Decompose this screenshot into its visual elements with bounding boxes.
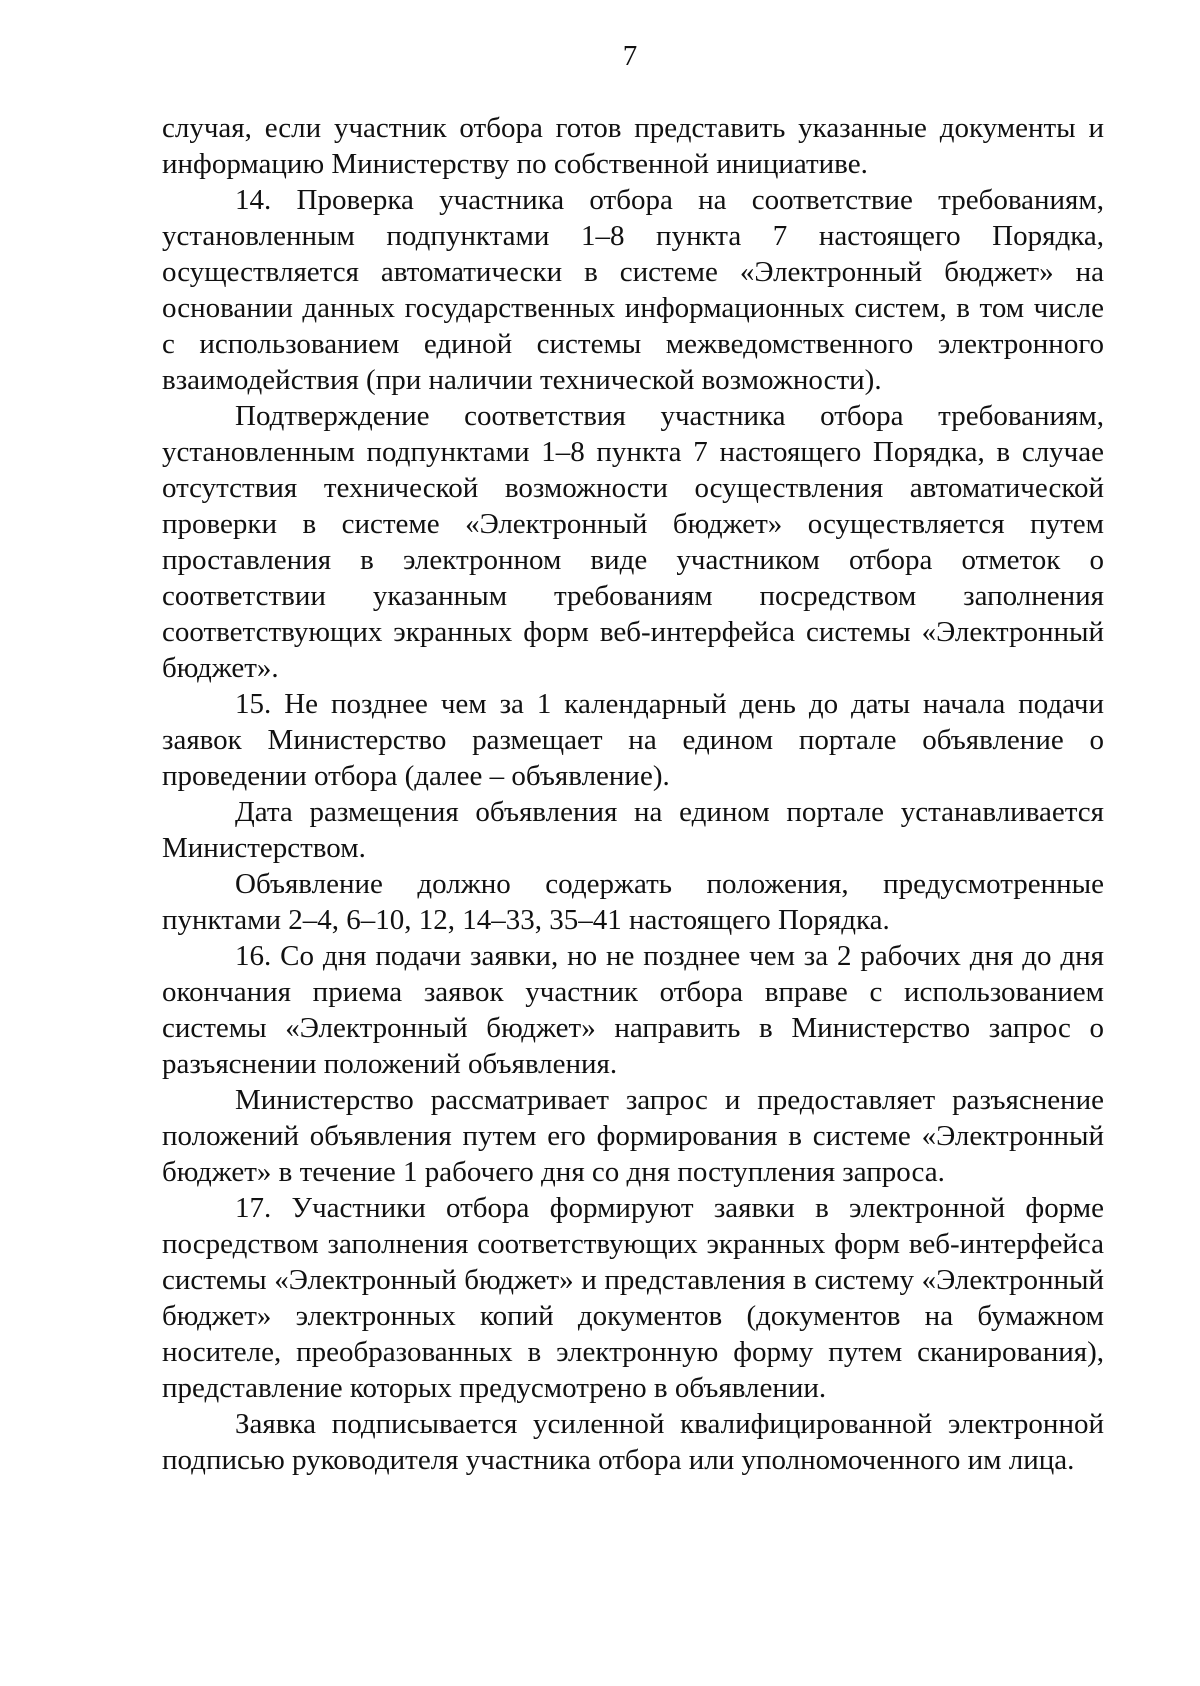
paragraph-continuation: случая, если участник отбора готов представить указанные документы и информацию Министерству по собственной инициативе. bbox=[162, 112, 1104, 180]
paragraph-item-16: 16. Со дня подачи заявки, но не позднее чем за 2 рабочих дня до дня окончания приема заявок участник отбора вправе с использованием системы «Электронный бюджет» направить в Министерство запрос о разъяснении положений объявления. bbox=[162, 940, 1104, 1080]
paragraph-announcement-content: Объявление должно содержать положения, предусмотренные пунктами 2–4, 6–10, 12, 14–33, 35–41 настоящего Порядка. bbox=[162, 868, 1104, 936]
paragraph-signature: Заявка подписывается усиленной квалифицированной электронной подписью руководителя участника отбора или уполномоченного им лица. bbox=[162, 1408, 1104, 1476]
paragraph-item-17: 17. Участники отбора формируют заявки в электронной форме посредством заполнения соответствующих экранных форм веб-интерфейса системы «Электронный бюджет» и представления в систему «Электронный бюджет» электронных копий документов (документов на бумажном носителе, преобразованных в электронную форму путем сканирования), представление которых предусмотрено в объявлении. bbox=[162, 1192, 1104, 1404]
paragraph-confirmation: Подтверждение соответствия участника отбора требованиям, установленным подпунктами 1–8 пункта 7 настоящего Порядка, в случае отсутствия технической возможности осуществления автоматической проверки в системе «Электронный бюджет» осуществляется путем проставления в электронном виде участником отбора отметок о соответствии указанным требованиям посредством заполнения соответствующих экранных форм веб-интерфейса системы «Электронный бюджет». bbox=[162, 400, 1104, 684]
page-number: 7 bbox=[622, 40, 638, 72]
paragraph-clarification: Министерство рассматривает запрос и предоставляет разъяснение положений объявления путем его формирования в системе «Электронный бюджет» в течение 1 рабочего дня со дня поступления запроса. bbox=[162, 1084, 1104, 1188]
paragraph-item-15: 15. Не позднее чем за 1 календарный день до даты начала подачи заявок Министерство размещает на едином портале объявление о проведении отбора (далее – объявление). bbox=[162, 688, 1104, 792]
paragraph-publication-date: Дата размещения объявления на едином портале устанавливается Министерством. bbox=[162, 796, 1104, 864]
paragraph-item-14: 14. Проверка участника отбора на соответствие требованиям, установленным подпунктами 1–8 пункта 7 настоящего Порядка, осуществляется автоматически в системе «Электронный бюджет» на основании данных государственных информационных систем, в том числе с использованием единой системы межведомственного электронного взаимодействия (при наличии технической возможности). bbox=[162, 184, 1104, 396]
document-body bbox=[162, 110, 1104, 1478]
